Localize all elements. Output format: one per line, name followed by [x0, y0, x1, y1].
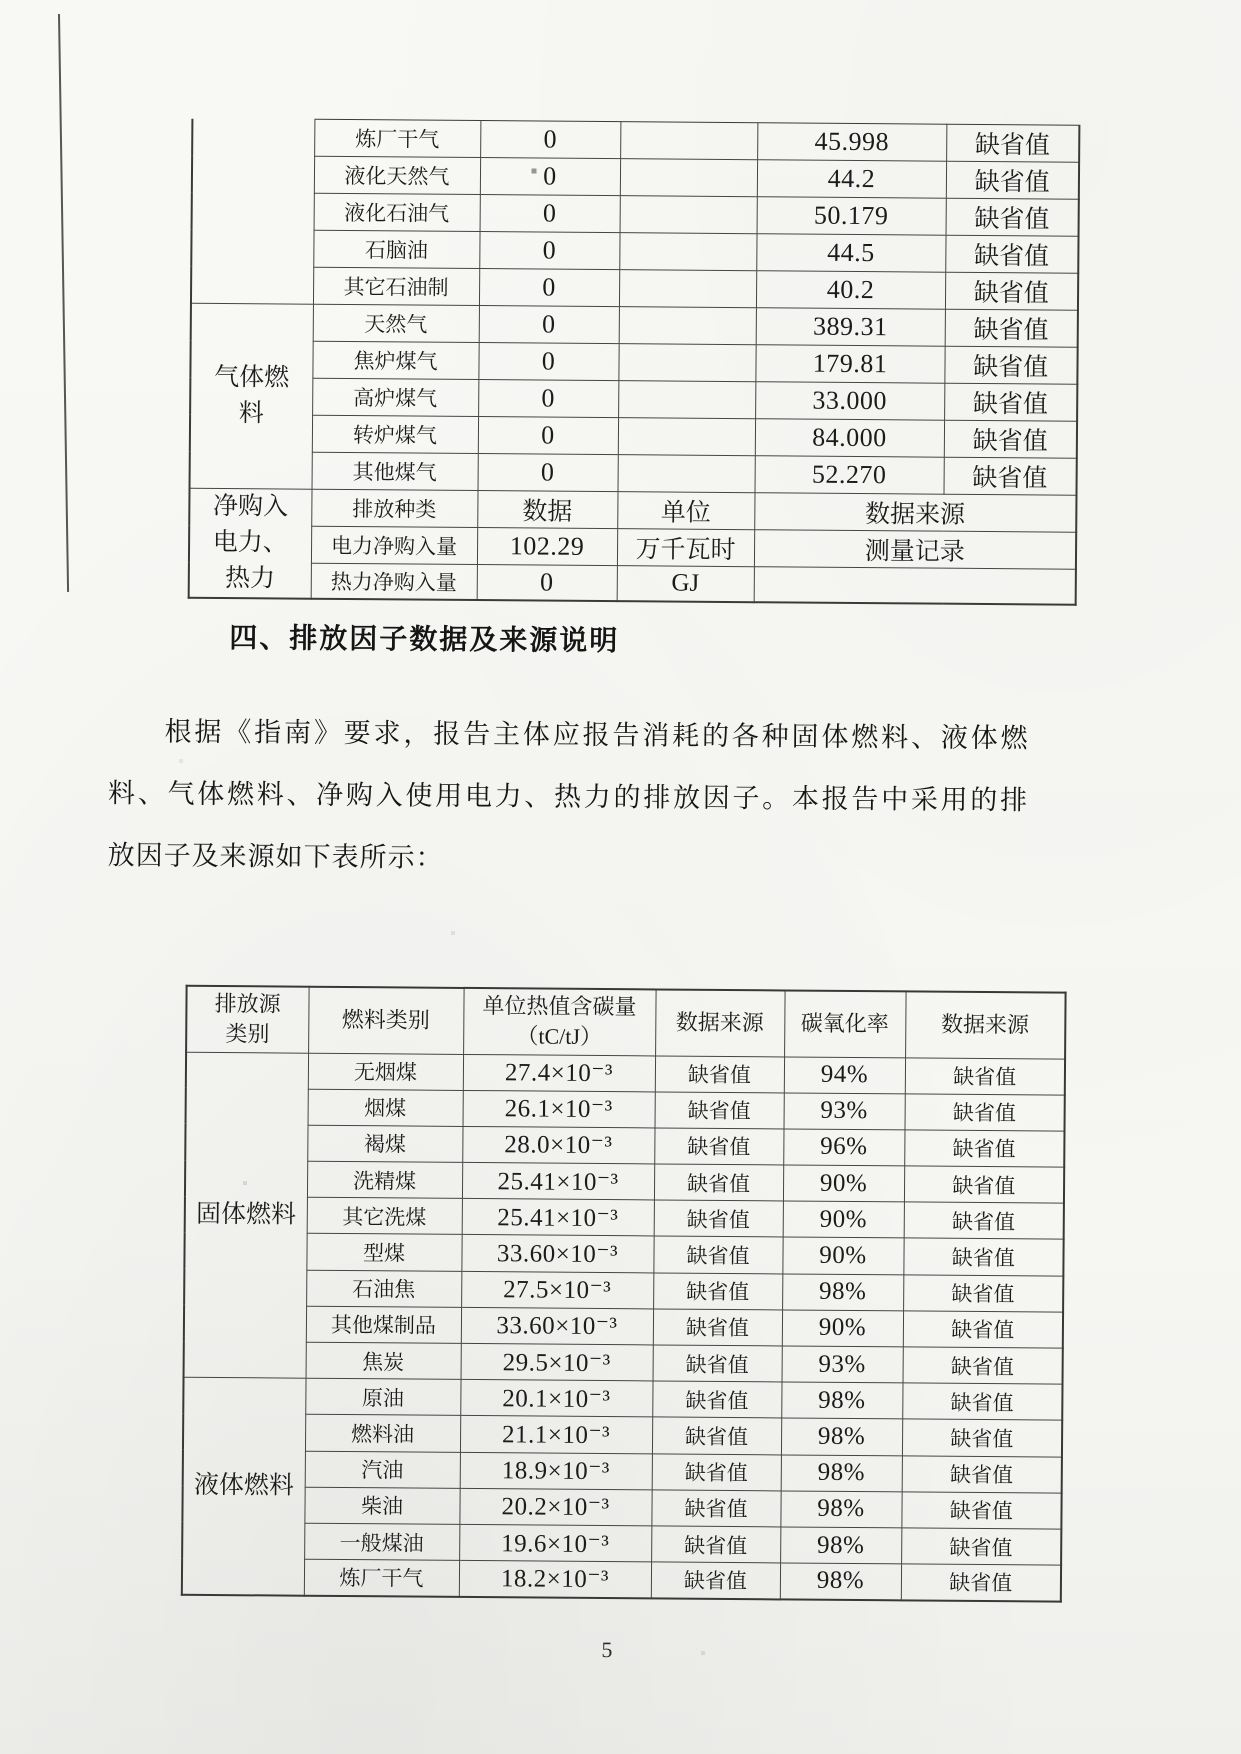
carbon-content-cell: 28.0×10⁻³ [462, 1126, 654, 1164]
source-cell: 测量记录 [754, 530, 1076, 570]
emission-factor-table-head [186, 986, 1065, 1059]
unit-cell [620, 196, 757, 234]
carbon-content-cell: 25.41×10⁻³ [462, 1162, 654, 1200]
oxidation-rate-cell: 98% [782, 1274, 903, 1311]
fuel-cell: 烟煤 [308, 1089, 463, 1126]
source-cell: 缺省值 [901, 1492, 1061, 1529]
column-header-cell: 单位热值含碳量 （tC/tJ） [463, 988, 656, 1056]
source-cell: 缺省值 [944, 420, 1077, 458]
intro-paragraph [107, 711, 1028, 904]
source-cell: 缺省值 [902, 1455, 1062, 1492]
carbon-content-cell: 20.1×10⁻³ [460, 1380, 652, 1418]
source-cell: 缺省值 [946, 124, 1079, 162]
source-cell: 缺省值 [946, 198, 1079, 236]
source-cell: 缺省值 [653, 1236, 782, 1273]
data-cell: 0 [478, 380, 618, 418]
source-cell: 缺省值 [653, 1345, 782, 1382]
source-cell: 缺省值 [902, 1419, 1062, 1456]
category-cell: 固体燃料 [184, 1052, 309, 1379]
source-cell: 缺省值 [653, 1273, 782, 1310]
label-cell: 热力净购入量 [311, 563, 477, 600]
source-cell: 缺省值 [945, 235, 1078, 273]
source-cell: 缺省值 [904, 1130, 1064, 1167]
fuel-consumption-table [188, 118, 1081, 606]
column-header-cell: 数据来源 [655, 989, 785, 1056]
column-header-cell: 燃料类别 [308, 987, 464, 1054]
source-cell: 缺省值 [652, 1417, 781, 1454]
oxidation-rate-cell: 93% [782, 1346, 903, 1383]
column-header-cell: 碳氧化率 [784, 990, 906, 1057]
factor-cell: 44.5 [756, 234, 945, 272]
fuel-cell: 洗精煤 [307, 1161, 462, 1198]
source-cell: 缺省值 [651, 1526, 780, 1563]
source-cell: 缺省值 [655, 1055, 784, 1092]
data-cell: 0 [478, 417, 618, 455]
unit-cell [620, 159, 757, 197]
fuel-cell: 焦炭 [306, 1342, 461, 1379]
unit-cell [618, 344, 755, 382]
column-header-cell: 排放源 类别 [186, 986, 309, 1053]
table-row [182, 1558, 1061, 1601]
oxidation-rate-cell: 98% [780, 1527, 901, 1564]
fuel-cell: 液化石油气 [314, 193, 480, 231]
table-header-row [186, 986, 1065, 1059]
fuel-cell: 一般煤油 [304, 1523, 459, 1560]
category-cell: 气体燃 料 [190, 303, 313, 489]
source-cell: 缺省值 [651, 1562, 780, 1599]
source-cell: 缺省值 [903, 1275, 1063, 1312]
factor-cell: 33.000 [755, 382, 944, 420]
data-cell: 0 [478, 343, 618, 381]
carbon-content-cell: 27.4×10⁻³ [463, 1054, 655, 1092]
data-cell: 0 [480, 121, 620, 159]
carbon-content-cell: 21.1×10⁻³ [460, 1416, 652, 1454]
fuel-cell: 其他煤制品 [306, 1306, 461, 1343]
source-cell: 缺省值 [946, 161, 1079, 199]
carbon-content-cell: 33.60×10⁻³ [461, 1235, 653, 1273]
carbon-content-cell: 18.2×10⁻³ [459, 1561, 651, 1599]
fuel-cell: 型煤 [306, 1234, 461, 1271]
source-cell: 缺省值 [904, 1202, 1064, 1239]
data-cell: 0 [480, 195, 620, 233]
data-cell: 0 [477, 565, 617, 602]
fuel-cell: 其它石油制 [313, 267, 479, 305]
carbon-content-cell: 20.2×10⁻³ [459, 1488, 651, 1526]
fuel-cell: 柴油 [304, 1487, 459, 1524]
fuel-cell: 其他煤气 [312, 452, 478, 490]
carbon-content-cell: 25.41×10⁻³ [462, 1199, 654, 1237]
factor-cell: 40.2 [756, 271, 945, 309]
paragraph-line: 根据《指南》要求，报告主体应报告消耗的各种固体燃料、液体燃 [164, 716, 1029, 754]
unit-cell [618, 381, 755, 419]
source-cell: 缺省值 [903, 1311, 1063, 1348]
oxidation-rate-cell: 94% [784, 1056, 905, 1093]
emission-factor-table-body [182, 1052, 1065, 1602]
unit-cell: 万千瓦时 [617, 529, 754, 567]
fuel-cell: 焦炉煤气 [312, 341, 478, 379]
source-cell: 缺省值 [902, 1383, 1062, 1420]
source-cell: 缺省值 [655, 1092, 784, 1129]
oxidation-rate-cell: 90% [782, 1310, 903, 1347]
oxidation-rate-cell: 98% [780, 1563, 901, 1600]
oxidation-rate-cell: 96% [783, 1129, 904, 1166]
fuel-cell: 原油 [305, 1378, 460, 1415]
source-cell: 缺省值 [653, 1309, 782, 1346]
source-cell: 缺省值 [652, 1453, 781, 1490]
source-cell: 缺省值 [905, 1094, 1065, 1131]
source-cell: 缺省值 [945, 309, 1078, 347]
source-cell: 缺省值 [652, 1381, 781, 1418]
source-cell: 缺省值 [901, 1528, 1061, 1565]
category-cell [191, 118, 314, 304]
oxidation-rate-cell: 93% [784, 1093, 905, 1130]
source-cell: 缺省值 [904, 1166, 1064, 1203]
fuel-cell: 无烟煤 [308, 1053, 463, 1090]
source-cell: 缺省值 [944, 383, 1077, 421]
source-cell: 缺省值 [654, 1164, 783, 1201]
unit-cell [619, 233, 756, 271]
unit-cell [619, 307, 756, 345]
fuel-cell: 褐煤 [307, 1125, 462, 1162]
category-cell: 净购入 电力、 热力 [189, 488, 312, 599]
fuel-cell: 炼厂干气 [314, 119, 480, 157]
label-cell: 电力净购入量 [311, 526, 477, 564]
fuel-cell: 天然气 [313, 304, 479, 342]
fuel-cell: 炼厂干气 [304, 1559, 459, 1596]
fuel-cell: 高炉煤气 [312, 378, 478, 416]
source-cell [754, 567, 1076, 605]
factor-cell: 52.270 [755, 456, 944, 494]
carbon-content-cell: 29.5×10⁻³ [461, 1343, 653, 1381]
oxidation-rate-cell: 98% [780, 1491, 901, 1528]
unit-cell [620, 122, 757, 160]
category-cell: 液体燃料 [182, 1377, 306, 1595]
source-cell: 缺省值 [654, 1128, 783, 1165]
paragraph-line: 料、气体燃料、净购入使用电力、热力的排放因子。本报告中采用的排 [108, 778, 1029, 816]
carbon-content-cell: 18.9×10⁻³ [460, 1452, 652, 1490]
factor-cell: 44.2 [757, 160, 946, 198]
page-number: 5 [601, 1637, 613, 1663]
data-cell: 0 [478, 454, 618, 492]
fuel-cell: 其它洗煤 [307, 1197, 462, 1234]
source-cell: 缺省值 [945, 272, 1078, 310]
carbon-content-cell: 26.1×10⁻³ [463, 1090, 655, 1128]
oxidation-rate-cell: 90% [782, 1237, 903, 1274]
paragraph-line: 放因子及来源如下表所示： [107, 840, 444, 873]
data-cell: 102.29 [477, 528, 617, 566]
fuel-cell: 转炉煤气 [312, 415, 478, 453]
section-heading: 四、排放因子数据及来源说明 [229, 622, 620, 657]
source-cell: 数据来源 [754, 493, 1076, 533]
carbon-content-cell: 27.5×10⁻³ [461, 1271, 653, 1309]
source-cell: 缺省值 [903, 1238, 1063, 1275]
data-cell: 0 [479, 306, 619, 344]
column-header-cell: 数据来源 [905, 991, 1066, 1058]
label-cell: 排放种类 [311, 489, 477, 527]
unit-cell: GJ [617, 566, 754, 603]
factor-cell: 179.81 [755, 345, 944, 383]
unit-cell [619, 270, 756, 308]
factor-cell: 389.31 [756, 308, 945, 346]
fuel-cell: 燃料油 [305, 1415, 460, 1452]
fuel-cell: 汽油 [305, 1451, 460, 1488]
factor-cell: 50.179 [757, 197, 946, 235]
source-cell: 缺省值 [651, 1490, 780, 1527]
oxidation-rate-cell: 90% [783, 1165, 904, 1202]
data-cell: 0 [480, 158, 620, 196]
carbon-content-cell: 33.60×10⁻³ [461, 1307, 653, 1345]
source-cell: 缺省值 [944, 346, 1077, 384]
unit-cell [618, 455, 755, 493]
source-cell: 缺省值 [654, 1200, 783, 1237]
fuel-consumption-table-body [189, 118, 1080, 605]
table-row [189, 562, 1076, 605]
factor-cell: 84.000 [755, 419, 944, 457]
data-cell: 0 [479, 269, 619, 307]
source-cell: 缺省值 [903, 1347, 1063, 1384]
oxidation-rate-cell: 98% [781, 1382, 902, 1419]
fuel-cell: 石脑油 [313, 230, 479, 268]
carbon-content-cell: 19.6×10⁻³ [459, 1524, 651, 1562]
source-cell: 缺省值 [905, 1057, 1065, 1094]
emission-factor-table [181, 985, 1067, 1603]
unit-cell: 单位 [617, 492, 754, 530]
factor-cell: 45.998 [757, 123, 946, 161]
fuel-cell: 石油焦 [306, 1270, 461, 1307]
data-cell: 数据 [477, 491, 617, 529]
data-cell: 0 [479, 232, 619, 270]
unit-cell [618, 418, 755, 456]
source-cell: 缺省值 [943, 457, 1076, 495]
source-cell: 缺省值 [901, 1564, 1061, 1601]
oxidation-rate-cell: 98% [781, 1418, 902, 1455]
oxidation-rate-cell: 98% [781, 1455, 902, 1492]
fuel-cell: 液化天然气 [314, 156, 480, 194]
oxidation-rate-cell: 90% [783, 1201, 904, 1238]
